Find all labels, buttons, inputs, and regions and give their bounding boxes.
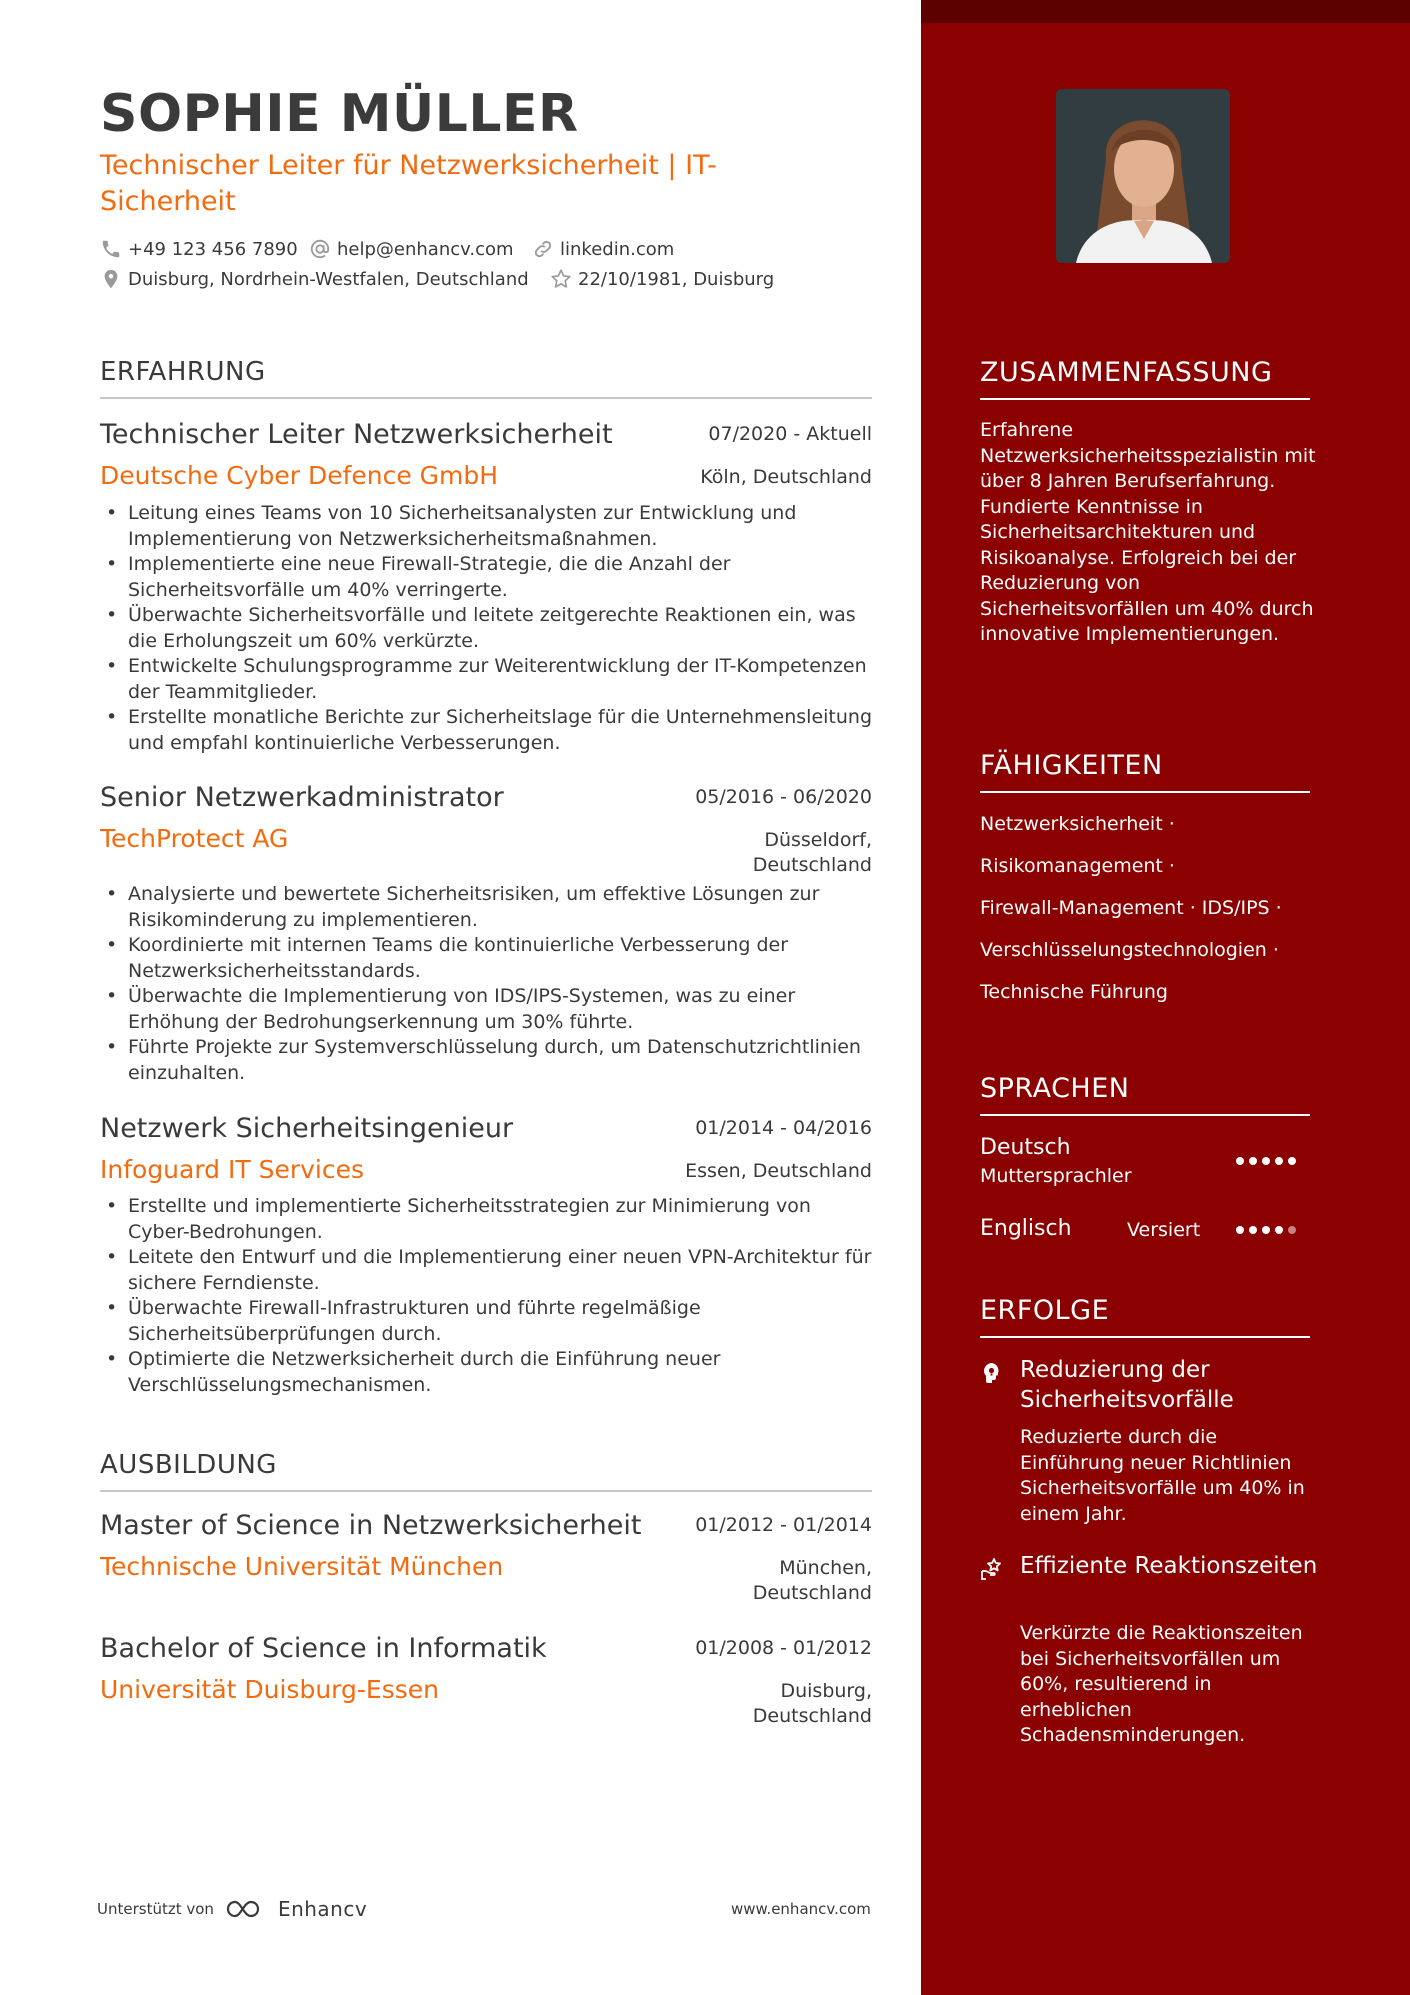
summary-heading: ZUSAMMENFASSUNG <box>980 357 1310 400</box>
bullet-item: • Leitete den Entwurf und die Implementierung einer neuen VPN-Architektur für sichere Ferndienste. <box>128 1245 872 1296</box>
contact-location <box>100 268 529 290</box>
enhancv-logo-icon <box>224 1898 272 1920</box>
job-company: TechProtect AG <box>100 824 289 853</box>
candidate-title: Technischer Leiter für Netzwerksicherheit | IT-Sicherheit <box>100 150 717 217</box>
contact-row-1 <box>100 238 872 268</box>
rating-dot <box>1262 1157 1270 1165</box>
location-text: Duisburg, Nordrhein-Westfalen, Deutschland <box>128 268 529 290</box>
language-rating <box>1236 1157 1301 1165</box>
job-bullets <box>100 882 872 1086</box>
job-title: Senior Netzwerkadministrator <box>100 782 504 813</box>
achievement-title: Effiziente Reaktionszeiten <box>1020 1553 1318 1579</box>
sidebar <box>921 0 1410 1995</box>
candidate-name: SOPHIE MÜLLER <box>100 84 579 144</box>
bullet-item: • Führte Projekte zur Systemverschlüsselung durch, um Datenschutzrichtlinien einzuhalten. <box>128 1035 872 1086</box>
experience-section <box>100 357 872 399</box>
contact-linkedin[interactable] <box>532 238 674 260</box>
bullet-item: • Entwickelte Schulungsprogramme zur Weiterentwicklung der IT-Kompetenzen der Teammitglieder. <box>128 654 872 705</box>
lightbulb-head-icon <box>980 1361 1004 1385</box>
skill-item: Firewall-Management · IDS/IPS · <box>980 897 1282 919</box>
sidebar-top-bar <box>921 0 1410 23</box>
rating-dot <box>1275 1157 1283 1165</box>
job-location: Köln, Deutschland <box>700 466 872 488</box>
job-date: 05/2016 - 06/2020 <box>695 786 872 808</box>
phone-text: +49 123 456 7890 <box>128 238 298 260</box>
bullet-item: • Überwachte Sicherheitsvorfälle und leitete zeitgerechte Reaktionen ein, was die Erholungszeit um 60% verkürzte. <box>128 603 872 654</box>
job-company: Infoguard IT Services <box>100 1155 365 1184</box>
education-heading: AUSBILDUNG <box>100 1450 872 1492</box>
rating-dot <box>1236 1157 1244 1165</box>
education-location-line: München, <box>779 1557 872 1579</box>
school-name: Universität Duisburg-Essen <box>100 1675 439 1704</box>
achievement-title: Reduzierung der Sicherheitsvorfälle <box>1020 1357 1234 1413</box>
footer-url[interactable]: www.enhancv.com <box>731 1900 871 1918</box>
education-section <box>100 1450 872 1492</box>
job-bullets <box>100 1194 872 1398</box>
job-location-line: Deutschland <box>752 854 872 876</box>
link-icon <box>532 238 554 260</box>
job-bullets <box>100 501 872 756</box>
rating-dot <box>1249 1157 1257 1165</box>
contact-phone[interactable] <box>100 238 298 260</box>
bullet-item: • Erstellte und implementierte Sicherheitsstrategien zur Minimierung von Cyber-Bedrohungen. <box>128 1194 872 1245</box>
enhancv-brand: Enhancv <box>277 1897 368 1921</box>
job-date: 07/2020 - Aktuell <box>708 423 872 445</box>
contact-email[interactable] <box>309 238 514 260</box>
achievement-desc: Verkürzte die Reaktionszeiten bei Sicherheitsvorfällen um 60%, resultierend in erheblichen Schadensminderungen. <box>1020 1622 1303 1746</box>
education-location-line: Deutschland <box>752 1705 872 1727</box>
rating-dot <box>1288 1157 1296 1165</box>
language-name: Englisch <box>980 1216 1072 1241</box>
skill-item: Verschlüsselungstechnologien · <box>980 939 1279 961</box>
language-rating <box>1236 1226 1301 1234</box>
star-icon <box>550 268 572 290</box>
education-date: 01/2008 - 01/2012 <box>695 1637 872 1659</box>
experience-heading: ERFAHRUNG <box>100 357 872 399</box>
profile-photo <box>1056 89 1230 263</box>
linkedin-text: linkedin.com <box>560 238 675 260</box>
skills-heading: FÄHIGKEITEN <box>980 750 1310 793</box>
location-pin-icon <box>100 268 122 290</box>
education-date: 01/2012 - 01/2014 <box>695 1514 872 1536</box>
degree-title: Bachelor of Science in Informatik <box>100 1633 547 1664</box>
languages-heading: SPRACHEN <box>980 1073 1310 1116</box>
education-location-line: Duisburg, <box>780 1680 872 1702</box>
job-date: 01/2014 - 04/2016 <box>695 1117 872 1139</box>
job-location-line: Düsseldorf, <box>764 829 872 851</box>
bullet-item: • Analysierte und bewertete Sicherheitsrisiken, um effektive Lösungen zur Risikominderung zu implementieren. <box>128 882 872 933</box>
email-text: help@enhancv.com <box>337 238 514 260</box>
bullet-item: • Überwachte Firewall-Infrastrukturen und führte regelmäßige Sicherheitsüberprüfungen durch. <box>128 1296 872 1347</box>
achievement-desc: Reduzierte durch die Einführung neuer Richtlinien Sicherheitsvorfälle um 40% in einem Jahr. <box>1020 1426 1305 1525</box>
bullet-item: • Überwachte die Implementierung von IDS/IPS-Systemen, was zu einer Erhöhung der Bedrohungserkennung um 30% führte. <box>128 984 872 1035</box>
language-name: Deutsch <box>980 1135 1071 1160</box>
footer-powered-by[interactable] <box>97 1897 367 1921</box>
job-location <box>753 828 872 878</box>
bullet-item: • Optimierte die Netzwerksicherheit durch die Einführung neuer Verschlüsselungsmechanismen. <box>128 1347 872 1398</box>
bullet-item: • Implementierte eine neue Firewall-Strategie, die die Anzahl der Sicherheitsvorfälle um 40% verringerte. <box>128 552 872 603</box>
summary-text: Erfahrene Netzwerksicherheitsspezialistin mit über 8 Jahren Berufserfahrung. Fundierte Kenntnisse in Sicherheitsarchitekturen und Risikoanalyse. Erfolgreich bei der Reduzierung von Sicherheitsvorfällen um 40% durch innovative Implementierungen. <box>980 419 1316 645</box>
phone-icon <box>100 238 122 260</box>
school-name: Technische Universität München <box>100 1552 504 1581</box>
contact-row-2 <box>100 268 872 298</box>
language-level: Muttersprachler <box>980 1165 1132 1187</box>
bullet-item: • Koordinierte mit internen Teams die kontinuierliche Verbesserung der Netzwerksicherheitsstandards. <box>128 933 872 984</box>
star-hand-icon <box>980 1557 1004 1581</box>
degree-title: Master of Science in Netzwerksicherheit <box>100 1510 642 1541</box>
rating-dot <box>1236 1226 1244 1234</box>
bullet-item: • Leitung eines Teams von 10 Sicherheitsanalysten zur Entwicklung und Implementierung von Netzwerksicherheitsmaßnahmen. <box>128 501 872 552</box>
job-company: Deutsche Cyber Defence GmbH <box>100 461 499 490</box>
at-icon <box>309 238 331 260</box>
job-location: Essen, Deutschland <box>685 1160 872 1182</box>
education-location <box>753 1679 872 1729</box>
job-title: Netzwerk Sicherheitsingenieur <box>100 1113 514 1144</box>
powered-by-text: Unterstützt von <box>97 1900 214 1918</box>
birth-text: 22/10/1981, Duisburg <box>578 268 775 290</box>
education-location <box>753 1556 872 1606</box>
achievements-heading: ERFOLGE <box>980 1295 1310 1338</box>
skill-item: Risikomanagement · <box>980 855 1175 877</box>
bullet-item: • Erstellte monatliche Berichte zur Sicherheitslage für die Unternehmensleitung und empfahl kontinuierliche Verbesserungen. <box>128 705 872 756</box>
contact-info <box>100 238 872 298</box>
job-title: Technischer Leiter Netzwerksicherheit <box>100 419 613 450</box>
skill-item: Technische Führung <box>980 981 1168 1003</box>
contact-birth <box>550 268 774 290</box>
rating-dot <box>1249 1226 1257 1234</box>
rating-dot <box>1288 1226 1296 1234</box>
education-location-line: Deutschland <box>752 1582 872 1604</box>
language-level: Versiert <box>1127 1219 1201 1241</box>
rating-dot <box>1275 1226 1283 1234</box>
skill-item: Netzwerksicherheit · <box>980 813 1175 835</box>
rating-dot <box>1262 1226 1270 1234</box>
